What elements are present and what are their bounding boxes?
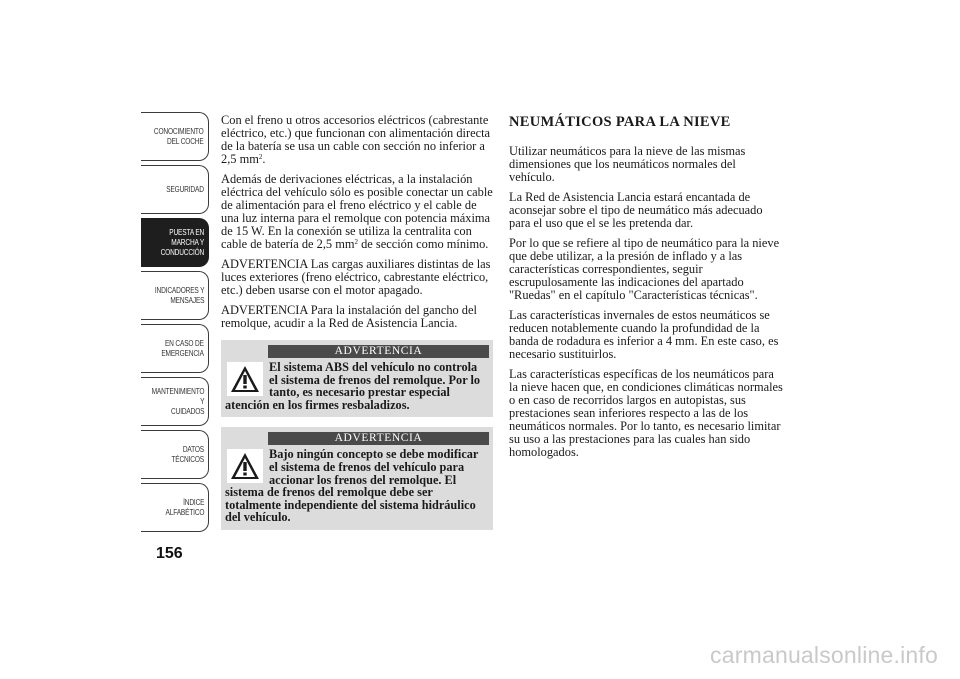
warning-triangle-icon xyxy=(227,362,263,396)
tab-label: EN CASO DE EMERGENCIA xyxy=(161,338,204,358)
tab-label: MANTENIMIENTO Y CUIDADOS xyxy=(151,386,204,416)
tab-indicadores-y-mensajes[interactable] xyxy=(141,271,209,320)
chapter-tabs xyxy=(141,112,211,536)
tab-datos-tecnicos[interactable] xyxy=(141,430,209,479)
warning-text: El sistema ABS del vehículo no controla el sistema de frenos del remolque. Por lo tanto, es necesario prestar especial atención en los firmes resbaladizos. xyxy=(225,360,481,412)
tab-label: DATOS TÉCNICOS xyxy=(171,444,204,464)
tab-seguridad[interactable] xyxy=(141,165,209,214)
text: Con el freno u otros accesorios eléctricos (cabrestante eléctrico, etc.) que funcionan con alimentación directa de la batería se usa un cable con sección no inferior a 2,5 mm xyxy=(221,113,491,166)
paragraph xyxy=(221,173,493,251)
warning-title: ADVERTENCIA xyxy=(268,345,489,358)
tab-mantenimiento-y-cuidados[interactable] xyxy=(141,377,209,426)
tab-indice-alfabetico[interactable] xyxy=(141,483,209,532)
warning-triangle-icon xyxy=(227,449,263,483)
warning-title: ADVERTENCIA xyxy=(268,432,489,445)
watermark: carmanualsonline.info xyxy=(710,642,938,668)
paragraph: Las características específicas de los neumáticos para la nieve hacen que, en condiciones climáticas normales o en caso de recorridos largos en autopistas, sus prestaciones sean inferiores respecto a las de los neumáticos normales. Por lo tanto, es necesario limitar su uso a las prestaciones para las cuales han sido homologados. xyxy=(509,367,783,459)
tab-en-caso-de-emergencia[interactable] xyxy=(141,324,209,373)
tab-label: ÍNDICE ALFABÉTICO xyxy=(165,497,204,517)
paragraph xyxy=(221,114,493,166)
tab-label: SEGURIDAD xyxy=(166,184,204,194)
warning-box xyxy=(221,427,493,530)
warning-box xyxy=(221,340,493,417)
tab-puesta-en-marcha[interactable] xyxy=(141,218,209,267)
tab-label: PUESTA EN MARCHA Y CONDUCCIÓN xyxy=(160,227,204,257)
warning-text: Bajo ningún concepto se debe modificar el sistema de frenos del vehículo para accionar los frenos del remolque. El sistema de frenos del remolque debe ser totalmente independiente del sistema hidráulico del vehículo. xyxy=(225,447,479,525)
section-heading: NEUMÁTICOS PARA LA NIEVE xyxy=(509,114,731,130)
paragraph: Las características invernales de estos neumáticos se reducen notablemente cuando la profundidad de la banda de rodadura es inferior a 4 mm. En este caso, es necesario sustituirlos. xyxy=(509,308,779,361)
text: Además de derivaciones eléctricas, a la instalación eléctrica del vehículo sólo es posible conectar un cable de alimentación para el freno eléctrico y el cable de una luz interna para el remolque con potencia máxima de 15 W. En la conexión se utiliza la centralita con cable de batería de 2,5 mm xyxy=(221,172,493,251)
superscript: 2 xyxy=(354,238,358,246)
tab-label: CONOCIMIENTO DEL COCHE xyxy=(154,126,204,146)
superscript: 2 xyxy=(258,153,263,161)
tab-label: INDICADORES Y MENSAJES xyxy=(154,285,204,305)
tab-conocimiento-del-coche[interactable] xyxy=(141,112,209,161)
page-number: 156 xyxy=(156,545,183,562)
right-column xyxy=(509,114,784,466)
paragraph: ADVERTENCIA Las cargas auxiliares distintas de las luces exteriores (freno eléctrico, cabrestante eléctrico, etc.) deben usarse con el motor apagado. xyxy=(221,257,491,297)
text: de sección como mínimo. xyxy=(357,237,489,251)
paragraph: La Red de Asistencia Lancia estará encantada de aconsejar sobre el tipo de neumático más adecuado para el uso que el se les pretenda dar. xyxy=(509,190,763,230)
paragraph: Por lo que se refiere al tipo de neumático para la nieve que debe utilizar, a la presión de inflado y a las características correspondientes, seguir escrupulosamente las indicaciones del apartado "Ruedas" en el capítulo "Características técnicas". xyxy=(509,236,780,302)
text: . xyxy=(262,152,266,166)
paragraph: ADVERTENCIA Para la instalación del gancho del remolque, acudir a la Red de Asistencia Lancia. xyxy=(221,303,477,330)
paragraph: Utilizar neumáticos para la nieve de las mismas dimensiones que los neumáticos normales del vehículo. xyxy=(509,144,746,184)
left-column xyxy=(221,114,493,530)
